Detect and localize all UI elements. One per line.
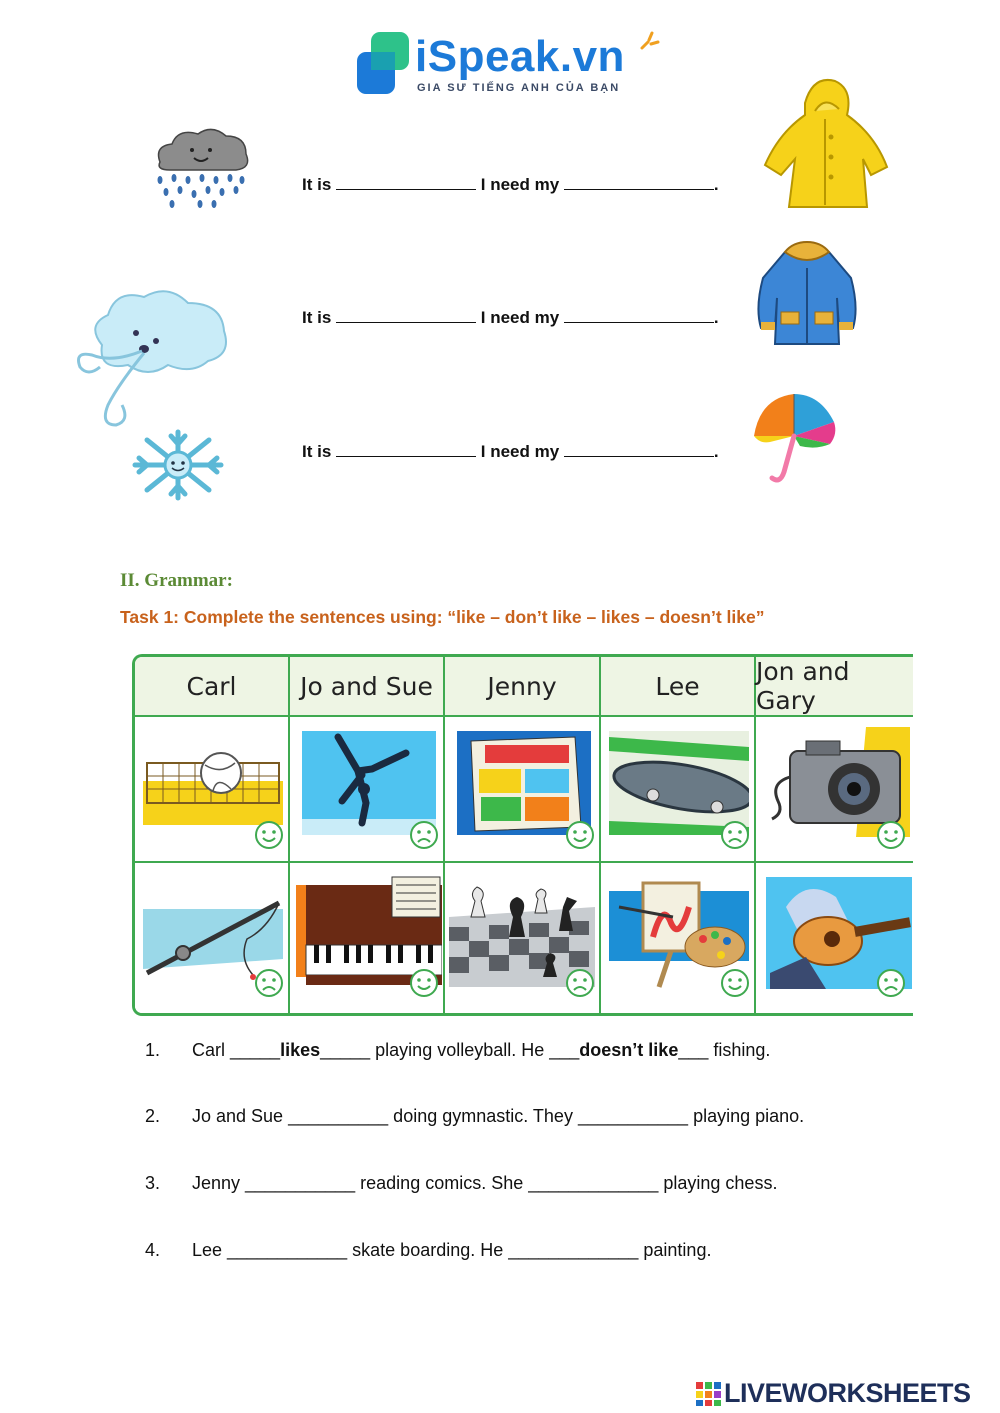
- painting-icon: [609, 877, 749, 989]
- cell-lee-skateboarding: [601, 717, 756, 863]
- weather-blank[interactable]: [336, 175, 476, 190]
- cell-carl-fishing: [135, 863, 290, 1013]
- brand-name: iSpeak.vn: [415, 32, 625, 81]
- windy-cloud-icon: [72, 285, 232, 433]
- cell-jo-and-sue-piano: [290, 863, 445, 1013]
- likes-table: [132, 654, 913, 1016]
- volleyball-net-icon: [143, 733, 283, 833]
- it-is-label: It is: [302, 175, 332, 194]
- weather-sentence-3: [302, 442, 719, 462]
- sentence-1: [145, 1040, 770, 1061]
- coat-icon: [755, 238, 860, 348]
- cell-lee-painting: [601, 863, 756, 1013]
- sentence-text[interactable]: Jenny ___________ reading comics. She _____________ playing chess.: [192, 1173, 778, 1193]
- clothing-blank[interactable]: [564, 175, 714, 190]
- skateboard-icon: [609, 731, 749, 835]
- clothing-blank[interactable]: [564, 308, 714, 323]
- i-need-my-label: I need my: [480, 442, 560, 461]
- column-header-jo-and-sue: Jo and Sue: [290, 657, 445, 717]
- sentence-number: 4.: [145, 1240, 161, 1260]
- sentence-number: 3.: [145, 1173, 161, 1193]
- sentence-text: ___ fishing.: [678, 1040, 771, 1060]
- brand-tagline: GIA SƯ TIẾNG ANH CỦA BẠN: [417, 82, 621, 94]
- answer-doesnt-like[interactable]: doesn’t like: [579, 1040, 679, 1060]
- weather-sentence-2: [302, 308, 719, 328]
- sentence-3: [145, 1173, 777, 1194]
- sparkle-icon: [638, 30, 660, 52]
- cell-jon-and-gary-guitar: [756, 863, 913, 1013]
- i-need-my-label: I need my: [480, 175, 560, 194]
- clothing-blank[interactable]: [564, 442, 714, 457]
- cell-jon-and-gary-camera: [756, 717, 913, 863]
- sentence-4: [145, 1240, 711, 1261]
- weather-blank[interactable]: [336, 308, 476, 323]
- sentence-text[interactable]: Jo and Sue __________ doing gymnastic. They ___________ playing piano.: [192, 1106, 805, 1126]
- period: .: [713, 175, 719, 194]
- camera-icon: [766, 727, 910, 837]
- column-header-lee: Lee: [601, 657, 756, 717]
- sentence-text[interactable]: Lee ____________ skate boarding. He _____________ painting.: [192, 1240, 712, 1260]
- liveworksheets-text: LIVEWORKSHEETS: [724, 1378, 971, 1408]
- sentence-text: _____ playing volleyball. He ___: [320, 1040, 580, 1060]
- fishing-rod-icon: [143, 879, 283, 989]
- piano-icon: [296, 875, 442, 987]
- umbrella-icon: [750, 390, 838, 486]
- sentence-2: [145, 1106, 804, 1127]
- sentence-text: Carl _____: [192, 1040, 281, 1060]
- cell-jo-and-sue-gymnastics: [290, 717, 445, 863]
- guitar-icon: [766, 877, 912, 989]
- cell-carl-volleyball: [135, 717, 290, 863]
- raincoat-icon: [755, 75, 890, 210]
- rain-cloud-icon: [150, 122, 255, 210]
- chess-icon: [449, 877, 595, 987]
- liveworksheets-icon: [696, 1382, 722, 1406]
- ispeak-logo: [355, 30, 665, 105]
- ispeak-logo-icon: [355, 30, 415, 98]
- column-header-jon-and-gary: Jon and Gary: [756, 657, 913, 717]
- grammar-heading: II. Grammar:: [120, 570, 233, 591]
- period: .: [713, 308, 719, 327]
- liveworksheets-logo: [696, 1378, 996, 1410]
- weather-sentence-1: [302, 175, 719, 195]
- period: .: [713, 442, 719, 461]
- it-is-label: It is: [302, 442, 332, 461]
- answer-likes[interactable]: likes: [280, 1040, 321, 1060]
- column-header-carl: Carl: [135, 657, 290, 717]
- i-need-my-label: I need my: [480, 308, 560, 327]
- snowflake-icon: [125, 428, 231, 502]
- column-header-jenny: Jenny: [445, 657, 601, 717]
- cell-jenny-comics: [445, 717, 601, 863]
- comic-book-icon: [457, 731, 591, 835]
- it-is-label: It is: [302, 308, 332, 327]
- cell-jenny-chess: [445, 863, 601, 1013]
- sentence-number: 1.: [145, 1040, 161, 1060]
- sentence-number: 2.: [145, 1106, 161, 1126]
- gymnastics-icon: [302, 731, 436, 835]
- weather-blank[interactable]: [336, 442, 476, 457]
- task-1-instruction: Task 1: Complete the sentences using: “like – don’t like – likes – doesn’t like”: [120, 607, 765, 627]
